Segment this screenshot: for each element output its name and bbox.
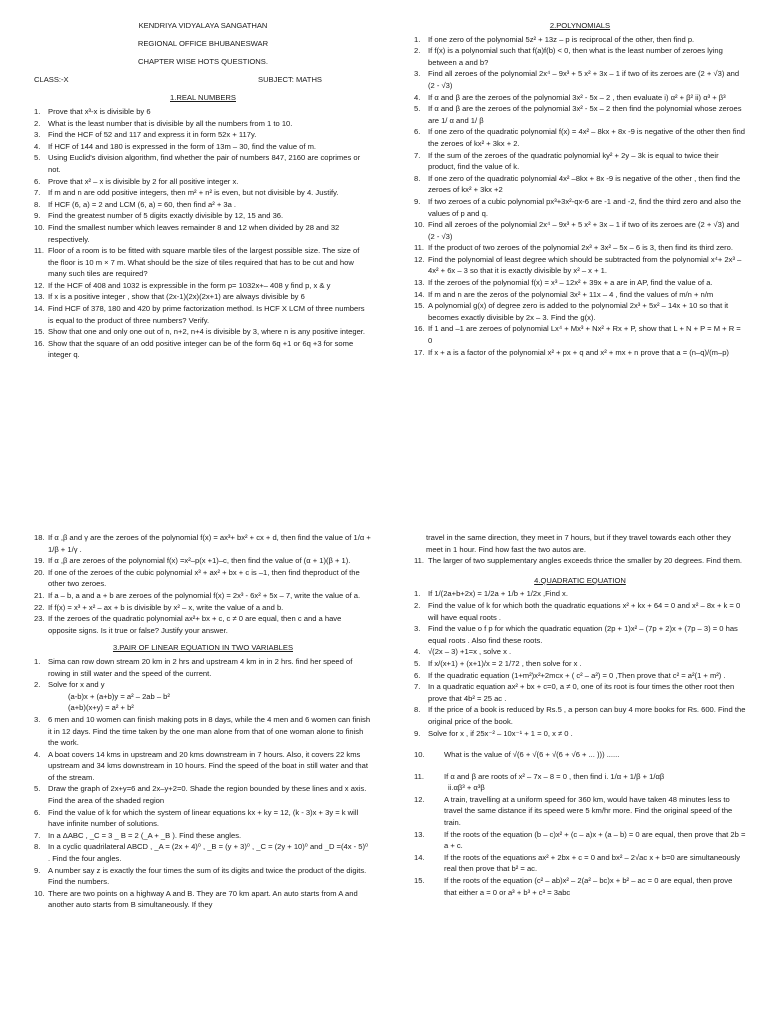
question-item: [34, 176, 372, 188]
question-number: 16.: [414, 324, 425, 334]
question-text: Show that the square of an odd positive integer can be of the form 6q +1 or 6q +3 for some integer q.: [48, 338, 354, 360]
question-item: [34, 326, 372, 338]
question-text: Sima can row down stream 20 km in 2 hrs and upstream 4 km in in 2 hrs. find her speed of rowing in still water and the speed of the current.: [48, 656, 353, 678]
question-item: [414, 794, 746, 829]
question-number: 12.: [414, 254, 425, 264]
question-item: [414, 646, 746, 658]
question-number: 9.: [414, 728, 421, 738]
question-number: 3.: [414, 69, 421, 79]
question-number: 3.: [34, 714, 41, 724]
question-item: [414, 68, 746, 91]
question-item: [414, 728, 746, 740]
question-text: There are two points on a highway A and B. They are 70 km apart. An auto starts from A and another auto starts from B simultaneously. If they: [48, 888, 358, 910]
question-number: 10.: [34, 888, 45, 898]
question-number: 6.: [34, 807, 41, 817]
question-number: 18.: [34, 533, 45, 542]
question-text: If the HCF of 408 and 1032 is expressible in the form p= 1032x+– 408 y find p, x & y: [48, 280, 331, 290]
question-item: [414, 173, 746, 196]
question-text: If the sum of the zeroes of the quadratic polynomial ky² + 2y – 3k is equal to twice their product, find the value of k.: [428, 150, 719, 172]
question-number: 22.: [34, 602, 45, 612]
question-item: [414, 588, 746, 600]
org-name: KENDRIYA VIDYALAYA SANGATHAN: [138, 21, 268, 30]
question-number: 16.: [34, 338, 45, 348]
question-number: 1.: [414, 589, 421, 599]
question-text: A polynomial g(x) of degree zero is added to the polynomial 2x³ + 5x² – 14x + 10 so that it becomes exactly divisible by 2x – 3. Find the g(x).: [428, 301, 729, 322]
question-item: [414, 242, 746, 254]
question-number: 3.: [414, 624, 421, 634]
question-number: 1.: [414, 34, 421, 44]
question-item: [34, 841, 372, 864]
question-text: If f(x) is a polynomial such that f(a)f(b) < 0, then what is the least number of zeroes lying between a and b?: [428, 46, 723, 67]
question-item: [34, 532, 372, 555]
question-number: 5.: [34, 153, 41, 163]
question-text: The larger of two supplementary angles exceeds thrice the smaller by 20 degrees. Find them.: [428, 556, 743, 566]
question-number: 15.: [414, 301, 425, 311]
lower-left-column: [34, 532, 372, 911]
question-text: Floor of a room is to be fitted with square marble tiles of the largest possible size. The size of the floor is 10 m × 7 m. What should be the size of tiles required that has to be cut and how many such tiles are required?: [48, 246, 360, 279]
question-number: 14.: [414, 289, 425, 299]
question-text: Find the HCF of 52 and 117 and express it in form 52x + 117y.: [48, 130, 257, 140]
question-text: Find the polynomial of least degree which should be subtracted from the polynomial x⁴+ 2x³ – 4x² + 6x – 3 so that it is exactly divisible by x² – x + 1.: [428, 254, 742, 276]
question-item: [34, 280, 372, 292]
question-number: 17.: [414, 347, 425, 357]
question-item: [34, 291, 372, 303]
question-item: [34, 807, 372, 830]
question-text: Find the value o f p for which the quadratic equation (2p + 1)x² – (7p + 2)x + (7p – 3) = 0 has equal roots . Also find these roots.: [428, 624, 738, 645]
question-text: In a quadratic equation ax² + bx + c=0, a ≠ 0, one of its root is four times the other root then prove that 4b² = 25 ac .: [428, 682, 735, 703]
question-item: [414, 126, 746, 149]
question-item: [414, 658, 746, 670]
question-number: 23.: [34, 614, 45, 624]
question-item: [34, 245, 372, 280]
question-text: If α ,β are zeroes of the polynomial f(x) =x²–p(x +1)–c, then find the value of (α + 1)(β + 1).: [48, 556, 351, 566]
question-text: If the roots of the equations ax² + 2bx + c = 0 and bx² – 2√ac x + b=0 are simultaneously real then prove that b² = ac.: [444, 852, 741, 874]
question-text: A train, travelling at a uniform speed for 360 km, would have taken 48 minutes less to travel the same distance if its speed were 5 km/hr more. Find the original speed of the train.: [444, 794, 733, 828]
question-item: [414, 219, 746, 242]
question-number: 11.: [414, 243, 424, 253]
question-number: 7.: [34, 830, 41, 840]
question-item: [414, 196, 746, 219]
question-list: [34, 656, 372, 911]
question-number: 6.: [414, 670, 421, 680]
section-heading-polynomials: 2.POLYNOMIALS: [549, 21, 611, 30]
question-text: Show that one and only one out of n, n+2, n+4 is divisible by 3, where n is any positive integer.: [48, 327, 366, 337]
question-number: 2.: [414, 46, 421, 56]
question-number: 6.: [414, 127, 421, 137]
continued-text: travel in the same direction, they meet in 7 hours, but if they travel towards each other they meet in 1 hour. Find how fast the two autos are.: [426, 533, 731, 554]
question-text: What is the value of √(6 + √(6 + √(6 + √6 + ... ))) ......: [444, 750, 620, 760]
question-text: 6 men and 10 women can finish making pots in 8 days, while the 4 men and 6 women can finish it in 12 days. Find the time taken by the one man alone from that of one woman alone to finish the work.: [48, 714, 371, 748]
question-text: If the product of two zeroes of the polynomial 2x³ + 3x² – 5x – 6 is 3, then find its third zero.: [428, 243, 733, 253]
question-list: [414, 555, 746, 567]
question-item: [414, 681, 746, 704]
office-name: REGIONAL OFFICE BHUBANESWAR: [137, 39, 269, 49]
question-item: [34, 783, 372, 806]
class-subject-row: [34, 74, 372, 86]
question-item: [414, 771, 746, 783]
question-list: [34, 106, 372, 361]
question-item: [414, 704, 746, 727]
question-item: [414, 875, 746, 898]
question-text: If 1 and –1 are zeroes of polynomial Lx⁴ + Mx³ + Nx² + Rx + P, show that L + N + P = M + R = 0: [428, 324, 741, 346]
question-text: If α ,β and γ are the zeroes of the polynomial f(x) = ax³+ bx² + cx + d, then find the value of 1/α + 1/β + 1/γ .: [48, 533, 371, 554]
question-item: [34, 187, 372, 199]
question-item: [34, 888, 372, 911]
question-number: 8.: [34, 199, 41, 209]
question-number: 3.: [34, 130, 41, 140]
question-number: 8.: [414, 173, 421, 183]
question-number: 7.: [414, 150, 421, 160]
question-text: If m and n are odd positive integers, then m² + n² is even, but not divisible by 4. Justify.: [48, 188, 339, 198]
question-text: ii.αβ³ + α³β: [448, 783, 485, 793]
question-text: If the zeroes of the quadratic polynomial ax²+ bx + c, c ≠ 0 are equal, then c and a have opposite signs. Is it true or false? Justify your answer.: [48, 614, 342, 635]
question-number: 5.: [34, 784, 41, 794]
question-list: [414, 34, 746, 359]
polynomials-column: [414, 20, 746, 358]
question-text: Prove that x² – x is divisible by 2 for all positive integer x.: [48, 176, 239, 186]
question-number: 4.: [414, 92, 421, 102]
question-number: 7.: [34, 188, 41, 198]
question-number: 1.: [34, 656, 41, 666]
question-item: [414, 555, 746, 567]
question-text: If α and β are roots of x² – 7x – 8 = 0 , then find i. 1/α + 1/β + 1/αβ: [444, 771, 665, 781]
question-number: 4.: [34, 141, 41, 151]
question-list: [34, 532, 372, 636]
question-number: 9.: [34, 211, 41, 221]
question-number: 20.: [34, 567, 45, 577]
question-number: 9.: [34, 865, 41, 875]
question-number: 12.: [34, 280, 45, 290]
question-text: If one zero of the quadratic polynomial f(x) = 4x² – 8kx + 8x -9 is negative of the other then find the zeroes of kx² + 3kx + 2.: [428, 127, 746, 148]
question-number: 4.: [34, 749, 41, 759]
question-text: Using Euclid's division algorithm, find whether the pair of numbers 847, 2160 are coprimes or not.: [48, 153, 361, 174]
question-number: 13.: [414, 829, 425, 839]
question-item: [34, 656, 372, 679]
question-item: [414, 829, 746, 852]
question-number: 15.: [34, 327, 45, 337]
question-number: 2.: [34, 680, 41, 690]
question-number: 5.: [414, 104, 421, 114]
question-item: [34, 210, 372, 222]
question-item: [34, 129, 372, 141]
question-number: 10.: [414, 220, 425, 230]
question-item: [414, 749, 746, 761]
question-item: [414, 852, 746, 875]
question-text: Find the value of k for which the system of linear equations kx + ky = 12, (k - 3)x + 3y = k will have infinite number of solutions.: [48, 807, 359, 829]
question-number: 15.: [414, 876, 425, 886]
lower-right-column: [414, 532, 746, 898]
section-heading-quadratic: 4.QUADRATIC EQUATION: [534, 575, 626, 585]
question-item: [34, 141, 372, 153]
question-text: Draw the graph of 2x+y=6 and 2x–y+2=0. Shade the region bounded by these lines and x axis. Find the area of the shaded region: [48, 784, 367, 806]
question-number: 8.: [34, 842, 41, 852]
question-item: [414, 289, 746, 301]
question-number: 12.: [414, 794, 425, 804]
real-numbers-column: [34, 20, 372, 361]
question-item: [414, 103, 746, 126]
question-text: Solve for x , if 25x⁻² – 10x⁻¹ + 1 = 0, x ≠ 0 .: [428, 728, 573, 738]
question-text: Find HCF of 378, 180 and 420 by prime factorization method. Is HCF X LCM of three numbers is equal to the product of three numbers? Verify.: [48, 304, 365, 325]
question-number: 5.: [414, 658, 421, 668]
question-text: (a-b)x + (a+b)y = a² – 2ab – b²: [68, 691, 170, 701]
question-item: [414, 347, 746, 359]
question-subline: [34, 702, 372, 714]
question-text: If one of the zeroes of the cubic polynomial x³ + ax² + bx + c is –1, then find theproduct of the other two zeroes.: [48, 567, 360, 589]
question-item: [34, 613, 372, 636]
question-text: If one zero of the polynomial 5z² + 13z – p is reciprocal of the other, then find p.: [428, 34, 695, 44]
question-item: [34, 830, 372, 842]
question-text: If the zeroes of the polynomial f(x) = x³ – 12x² + 39x + a are in AP, find the value of a.: [428, 278, 713, 288]
question-item: [34, 865, 372, 888]
question-number: 11.: [34, 246, 44, 256]
question-text: If HCF (6, a) = 2 and LCM (6, a) = 60, then find a² + 3a .: [48, 199, 237, 209]
class-label: CLASS:-X: [34, 75, 69, 85]
question-item: [414, 323, 746, 346]
question-item: [34, 679, 372, 691]
question-text: √(2x – 3) +1=x , solve x .: [428, 647, 512, 657]
question-number: 10.: [34, 222, 45, 232]
question-text: If x/(x+1) + (x+1)/x = 2 1/72 , then solve for x .: [428, 658, 582, 668]
question-text: If f(x) = x³ + x² – ax + b is divisible by x² – x, write the value of a and b.: [48, 602, 284, 612]
question-item: [414, 45, 746, 68]
question-text: If the roots of the equation (c² – ab)x² – 2(a² – bc)x + b² – ac = 0 are equal, then prove that either a = 0 or a³ + b³ + c³ = 3abc: [444, 876, 733, 897]
question-number: 14.: [414, 852, 425, 862]
question-item: [34, 602, 372, 614]
question-text: (a+b)(x+y) = a² + b²: [68, 703, 134, 713]
question-text: A boat covers 14 kms in upstream and 20 kms downstream in 7 hours. Also, it covers 22 kms upstream and 34 kms downstream in 10 hours. Find the speed of the boat in still water and that of the stream.: [48, 749, 368, 782]
question-number: 11.: [414, 556, 424, 566]
question-text: Find the value of k for which both the quadratic equations x² + kx + 64 = 0 and x² – 8x + k = 0 will have equal roots .: [428, 600, 741, 622]
question-item: [414, 92, 746, 104]
question-item: [414, 670, 746, 682]
question-text: In a ΔABC , _C = 3 _ B = 2 (_A + _B ). Find these angles.: [48, 830, 242, 840]
question-text: If 1/(2a+b+2x) = 1/2a + 1/b + 1/2x ,Find x.: [428, 589, 568, 599]
question-number: 2.: [414, 600, 421, 610]
question-subline: [34, 691, 372, 703]
question-number: 19.: [34, 556, 45, 566]
question-text: If x + a is a factor of the polynomial x² + px + q and x² + mx + n prove that a = (n–q)/(m–p): [428, 347, 729, 357]
question-text: Find the smallest number which leaves remainder 8 and 12 when divided by 28 and 32 respectively.: [48, 222, 340, 244]
question-text: If α and β are the zeroes of the polynomial 3x² - 5x – 2 , then evaluate i) α² + β² ii) α³ + β³: [428, 92, 726, 102]
question-text: If the quadratic equation (1+m²)x²+2mcx + ( c² – a²) = 0 ,Then prove that c² = a²(1 + m²) .: [428, 670, 726, 680]
question-item: [34, 338, 372, 361]
question-item: [34, 152, 372, 175]
question-number: 2.: [34, 118, 41, 128]
question-item: [414, 623, 746, 646]
question-number: 11.: [414, 771, 424, 781]
question-text: If α and β are the zeroes of the polynomial 3x² - 5x – 2 then find the polynomial whose zeroes are 1/ α and 1/ β: [428, 104, 742, 125]
subject-label: SUBJECT: MATHS: [258, 75, 322, 85]
question-subline: [414, 782, 746, 794]
question-number: 13.: [414, 278, 425, 288]
question-item: [34, 749, 372, 784]
question-list: [414, 588, 746, 898]
question-text: Find the greatest number of 5 digits exactly divisible by 12, 15 and 36.: [48, 211, 284, 221]
question-item: [34, 199, 372, 211]
question-item: [414, 300, 746, 323]
question-number: 9.: [414, 196, 421, 206]
question-text: In a cyclic quadrilateral ABCD , _A = (2x + 4)⁰ , _B = (y + 3)⁰ , _C = (2y + 10)⁰ and _D =(4x - 5)⁰ . Find the four angles.: [48, 842, 369, 864]
question-number: 8.: [414, 705, 421, 715]
question-item: [414, 150, 746, 173]
question-text: If x is a positive integer , show that (2x-1)(2x)(2x+1) are always divisible by 6: [48, 292, 305, 302]
question-item: [34, 118, 372, 130]
section-heading-real-numbers: 1.REAL NUMBERS: [170, 93, 236, 103]
question-item: [34, 106, 372, 118]
question-text: If HCF of 144 and 180 is expressed in the form of 13m – 30, find the value of m.: [48, 141, 317, 151]
question-item: [34, 590, 372, 602]
question-text: If a – b, a and a + b are zeroes of the polynomial f(x) = 2x³ - 6x² + 5x – 7, write the value of a.: [48, 590, 361, 600]
question-item: [414, 254, 746, 277]
question-number: 13.: [34, 292, 45, 302]
question-item: [414, 600, 746, 623]
question-number: 6.: [34, 176, 41, 186]
question-text: Prove that x³-x is divisible by 6: [48, 106, 151, 116]
question-item: [414, 277, 746, 289]
question-text: What is the least number that is divisible by all the numbers from 1 to 10.: [48, 118, 293, 128]
question-item: [34, 303, 372, 326]
doc-title: CHAPTER WISE HOTS QUESTIONS.: [138, 57, 268, 67]
question-item: [414, 34, 746, 46]
question-item: [34, 555, 372, 567]
section-heading-linear-equations: 3.PAIR OF LINEAR EQUATION IN TWO VARIABLES: [112, 643, 294, 653]
question-item: [34, 567, 372, 590]
question-item: [34, 714, 372, 749]
question-text: If the roots of the equation (b – c)x² + (c – a)x + (a – b) = 0 are equal, then prove that 2b = a + c.: [444, 829, 746, 851]
question-item: [34, 222, 372, 245]
question-text: If two zeroes of a cubic polynomial px³+3x²-qx-6 are -1 and -2, find the third zero and also the values of p and q.: [428, 196, 741, 218]
question-text: If one zero of the quadratic polynomial 4x² –8kx + 8x -9 is negative of the other , then find the zeroes of kx² + 3kx +2: [428, 173, 741, 195]
question-number: 1.: [34, 106, 41, 116]
question-text: If m and n are the zeros of the polynomial 3x² + 11x – 4 , find the values of m/n + n/m: [428, 289, 714, 299]
question-number: 14.: [34, 304, 45, 314]
question-number: 10.: [414, 750, 425, 760]
question-text: Solve for x and y: [48, 680, 105, 690]
question-text: A number say z is exactly the four times the sum of its digits and twice the product of the digits. Find the numbers.: [48, 865, 367, 887]
question-number: 21.: [34, 590, 45, 600]
question-text: Find all zeroes of the polynomial 2x⁴ – 9x³ + 5 x² + 3x – 1 if two of its zeroes are (2 + √3) and (2 - √3): [428, 69, 740, 90]
question-text: If the price of a book is reduced by Rs.5 , a person can buy 4 more books for Rs. 600. Find the original price of the book.: [428, 705, 746, 726]
question-number: 7.: [414, 682, 421, 692]
question-text: Find all zeroes of the polynomial 2x⁴ – 9x³ + 5 x² + 3x – 1 if two of its zeroes are (2 + √3) and (2 - √3): [428, 220, 740, 241]
question-number: 4.: [414, 647, 421, 657]
